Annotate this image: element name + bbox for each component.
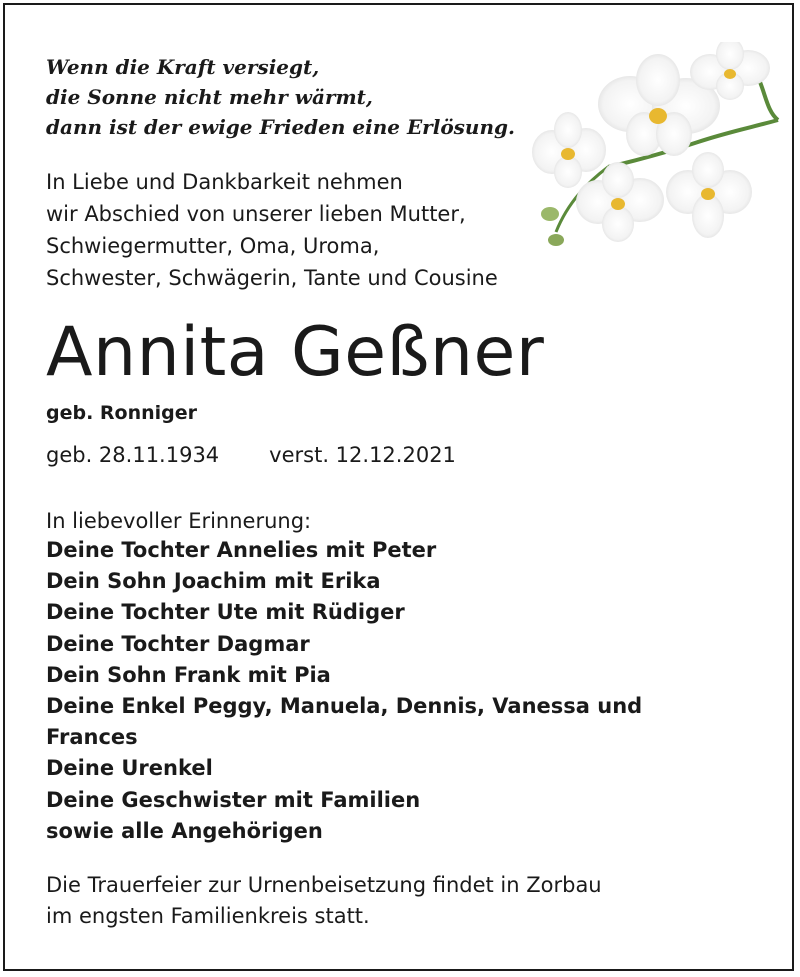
mourner-line: Deine Enkel Peggy, Manuela, Dennis, Vanessa und	[46, 694, 643, 719]
mourner-line: Dein Sohn Frank mit Pia	[46, 662, 331, 687]
mourner-line: Dein Sohn Joachim mit Erika	[46, 569, 381, 594]
deceased-name: Annita Geßner	[46, 313, 545, 392]
memory-label: In liebevoller Erinnerung:	[46, 509, 312, 533]
poem-line: Wenn die Kraft versiegt,	[46, 55, 320, 79]
birth-date: geb. 28.11.1934	[46, 443, 220, 467]
closing-line: im engsten Familienkreis statt.	[46, 904, 370, 928]
intro-line: In Liebe und Dankbarkeit nehmen	[46, 170, 403, 194]
poem-line: dann ist der ewige Frieden eine Erlösung.	[46, 115, 515, 139]
mourner-line: Deine Tochter Dagmar	[46, 631, 310, 656]
death-date: verst. 12.12.2021	[269, 443, 456, 467]
closing-text	[46, 870, 602, 932]
mourner-line: sowie alle Angehörigen	[46, 818, 323, 843]
maiden-name: geb. Ronniger	[46, 402, 198, 424]
intro-text	[46, 166, 498, 294]
mourner-line: Deine Tochter Annelies mit Peter	[46, 538, 437, 562]
poem	[46, 52, 515, 142]
life-dates	[46, 440, 456, 470]
mourner-line: Frances	[46, 725, 138, 750]
mourner-line: Deine Tochter Ute mit Rüdiger	[46, 600, 405, 625]
poem-line: die Sonne nicht mehr wärmt,	[46, 85, 373, 109]
closing-line: Die Trauerfeier zur Urnenbeisetzung findet in Zorbau	[46, 873, 602, 897]
intro-line: Schwester, Schwägerin, Tante und Cousine	[46, 266, 498, 290]
mourner-line: Deine Geschwister mit Familien	[46, 787, 421, 812]
mourner-line: Deine Urenkel	[46, 756, 213, 781]
intro-line: Schwiegermutter, Oma, Uroma,	[46, 234, 380, 258]
mourners-list	[46, 535, 642, 847]
intro-line: wir Abschied von unserer lieben Mutter,	[46, 202, 466, 226]
orchid-image	[528, 42, 788, 262]
